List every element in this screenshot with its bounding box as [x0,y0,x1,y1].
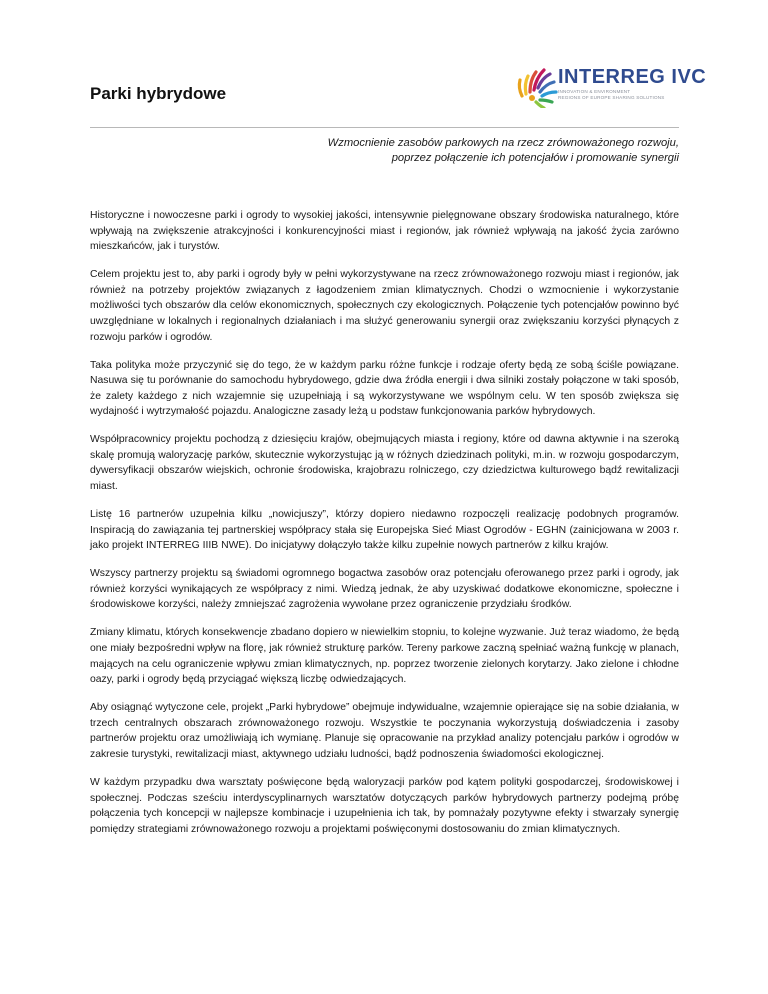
logo-tagline-1: INNOVATION & ENVIRONMENT [558,89,631,94]
page-title: Parki hybrydowe [90,84,227,103]
subtitle-line-1: Wzmocnienie zasobów parkowych na rzecz zrównoważonego rozwoju, [327,137,679,149]
paragraph: Historyczne i nowoczesne parki i ogrody to wysokiej jakości, intensywnie pielęgnowane obszary środowiska naturalnego, które wpływają na zwiększenie atrakcyjności i konkurencyjności miast i regionów, jak również wpływają na jakość życia zarówno mieszkańców, jak i turystów. [90,210,679,253]
paragraph: Współpracownicy projektu pochodzą z dziesięciu krajów, obejmujących miasta i regiony, które od dawna aktywnie i na szeroką skalę promują waloryzację parków, skutecznie wykorzystując ją w różnych dziedzinach polityki, m.in. w rozwoju gospodarczym, dywersyfikacji obszarów wiejskich, ochronie środowiska, krajobrazu rolniczego, czy dziedzictwa kulturowego bądź rewitalizacji miast. [90,434,679,493]
paragraph: Celem projektu jest to, aby parki i ogrody były w pełni wykorzystywane na rzecz zrównoważonego rozwoju miast i regionów, jak również na potrzeby projektów związanych z łagodzeniem zmian klimatycznych. Chodzi o wzmocnienie i wykorzystanie możliwości tych obszarów dla celów ekonomicznych, społecznych czy ekologicznych. Połączenie tych potencjałów powinno być uwzględniane w lokalnych i regionalnych działaniach i ma służyć generowaniu synergii oraz zwiększaniu korzyści płynących z rozwoju parków i ogrodów. [90,269,679,343]
paragraph: Zmiany klimatu, których konsekwencje zbadano dopiero w niewielkim stopniu, to kolejne wyzwanie. Już teraz wiadomo, że będą one miały bezpośredni wpływ na florę, jak również strukturę parków. Tereny parkowe zaczną spełniać ważną funkcję w planach, mających na celu ograniczenie wpływu zmian klimatycznych, np. poprzez tworzenie zielonych korytarzy. Jako zielone i chłodne oazy, parki i ogrody będą przyciągać większą liczbę odwiedzających. [90,627,679,686]
paragraph: Aby osiągnąć wytyczone cele, projekt „Parki hybrydowe” obejmuje indywidualne, wzajemnie opierające się na sobie działania, w trzech centralnych obszarach zrównoważonego rozwoju. Wszystkie te poczynania wykorzystują doświadczenia i zasoby partnerów projektu oraz umożliwiają ich wymianę. Planuje się opracowanie na przykład analizy potencjału parków i ogrodów w zakresie turystyki, rewitalizacji miast, aktywnego udziału ludności, bądź podnoszenia świadomości ekologicznej. [90,702,679,760]
paragraph: Listę 16 partnerów uzupełnia kilku „nowicjuszy”, którzy dopiero niedawno rozpoczęli realizację podobnych programów. Inspiracją do zawiązania tej partnerskiej współpracy stała się Europejska Sieć Miast Ogrodów - EGHN (zainicjowana w 2003 r. jako projekt INTERREG IIIB NWE). Do inicjatywy dołączyło także kilku zupełnie nowych partnerów z kilku krajów. [90,509,679,552]
paragraph: Taka polityka może przyczynić się do tego, że w każdym parku różne funkcje i rodzaje oferty będą ze sobą ściśle powiązane. Nasuwa się tu porównanie do samochodu hybrydowego, gdzie dwa źródła energii i dwa silniki zostały połączone w taki sposób, że zalety każdego z nich wzajemnie się uzupełniają i są wykorzystywane we wspólnym celu. W ten sposób zwiększa się wydajność i wytrzymałość pojazdu. Analogiczne zasady leżą u podstaw funkcjonowania parków hybrydowych. [90,359,679,418]
subtitle-line-2: poprzez połączenie ich potencjałów i promowanie synergii [391,152,679,164]
paragraph: Wszyscy partnerzy projektu są świadomi ogromnego bogactwa zasobów oraz potencjału oferowanego przez parki i ogrody, jak również korzyści wynikających ze współpracy z nimi. Wiedzą jednak, że aby uzyskiwać dodatkowe ekonomiczne, społeczne i środowiskowe korzyści, należy zmniejszać zagrożenia wywołane przez ograniczenie przydziału środków. [90,568,679,611]
document-body [90,208,679,850]
paragraph: W każdym przypadku dwa warsztaty poświęcone będą waloryzacji parków pod kątem polityki gospodarczej, środowiskowej i społecznej. Podczas sześciu interdyscyplinarnych warsztatów dotyczących parków hybrydowych partnerzy podejmą próbę połączenia tych koncepcji w najlepsze kombinacje i uzupełnienia ich tak, by pomnażały pozytywne efekty i stwarzały synergię pomiędzy strategiami zrównoważonego rozwoju a projektami poświęconymi dostosowaniu do zmian klimatycznych. [90,776,679,835]
page-subtitle [199,136,679,166]
interreg-logo [512,48,707,112]
logo-fan-icon [512,48,562,108]
logo-tagline-2: REGIONS OF EUROPE SHARING SOLUTIONS [558,95,665,100]
logo-wordmark: INTERREG IVC [558,66,707,88]
header-divider [90,127,679,128]
